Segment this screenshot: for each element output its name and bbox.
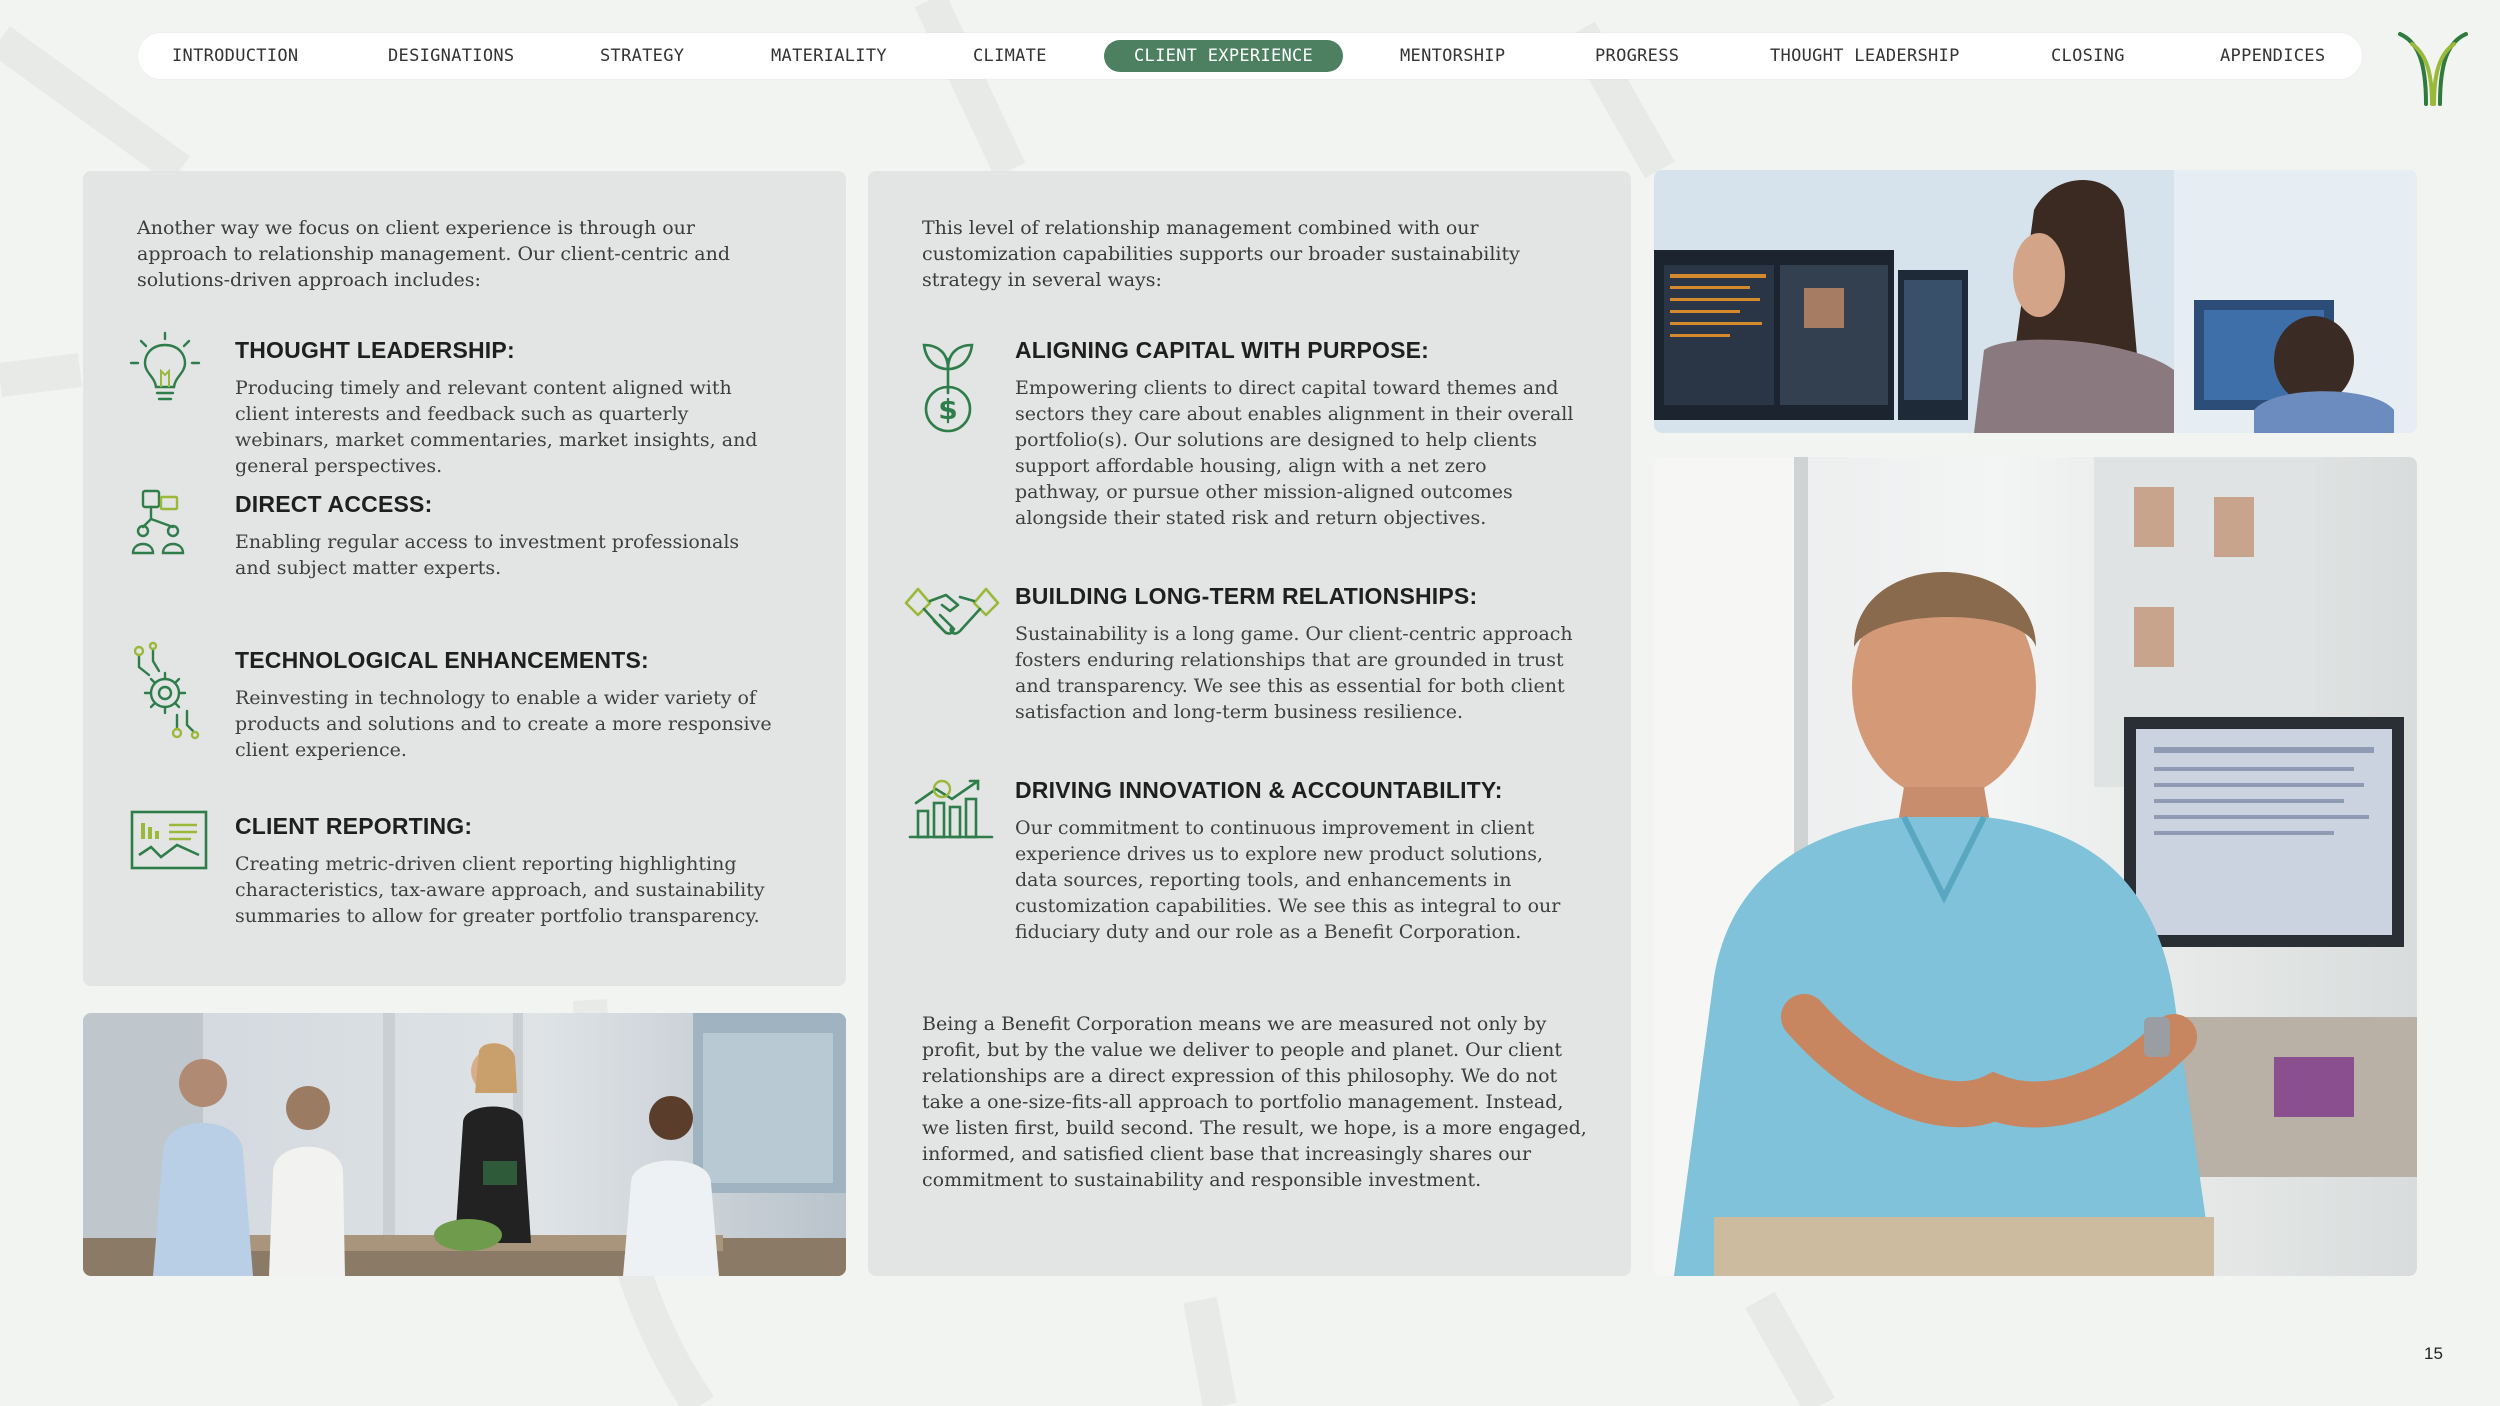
feature-title-driving-innovation: DRIVING INNOVATION & ACCOUNTABILITY: <box>1015 777 1503 803</box>
feature-body-thought-leadership: Producing timely and relevant content aligned with client interests and feedback such as quarterly webinars, market commentaries, market insights, and general perspectives. <box>235 377 758 477</box>
feature-title-thought-leadership: THOUGHT LEADERSHIP: <box>235 337 515 363</box>
feature-body-long-term-relationships: Sustainability is a long game. Our client-centric approach fosters enduring relationships that are grounded in trust and transparency. We see this as essential for both client satisfaction and long-term business resilience. <box>1015 623 1573 723</box>
advisor-portrait-photo <box>1654 457 2417 1276</box>
nav-materiality[interactable]: MATERIALITY <box>771 46 887 66</box>
plant-dollar-icon <box>918 339 978 435</box>
nav-progress[interactable]: PROGRESS <box>1595 46 1680 66</box>
feature-body-client-reporting: Creating metric-driven client reporting highlighting characteristics, tax-aware approach, and sustainability summaries to allow for greater portfolio transparency. <box>235 853 765 927</box>
nav-closing[interactable]: CLOSING <box>2051 46 2125 66</box>
nav-climate[interactable]: CLIMATE <box>973 46 1047 66</box>
sustainability-strategy-panel <box>868 171 1631 1276</box>
left-panel-intro: Another way we focus on client experience is through our approach to relationship management. Our client-centric and solutions-driven approach includes: <box>137 217 731 291</box>
svg-text:$: $ <box>938 393 958 426</box>
network-people-icon <box>129 487 201 559</box>
nav-mentorship[interactable]: MENTORSHIP <box>1400 46 1506 66</box>
page-number: 15 <box>2424 1344 2443 1363</box>
tech-gear-icon <box>129 641 201 745</box>
nav-thought-leadership[interactable]: THOUGHT LEADERSHIP <box>1770 46 1960 66</box>
feature-body-technological-enhancements: Reinvesting in technology to enable a wider variety of products and solutions and to create a more responsive client experience. <box>235 687 772 761</box>
feature-title-direct-access: DIRECT ACCESS: <box>235 491 433 517</box>
nav-appendices[interactable]: APPENDICES <box>2220 46 2326 66</box>
feature-body-driving-innovation: Our commitment to continuous improvement in client experience drives us to explore new product solutions, data sources, reporting tools, and enhancements in customization capabilities. We see this as integral to our fiduciary duty and our role as a Benefit Corporation. <box>1015 817 1561 943</box>
company-logo[interactable] <box>2396 28 2470 108</box>
mid-panel-intro: This level of relationship management combined with our customization capabilities supports our broader sustainability strategy in several ways: <box>922 217 1520 291</box>
trading-desk-photo <box>1654 170 2417 433</box>
feature-title-technological-enhancements: TECHNOLOGICAL ENHANCEMENTS: <box>235 647 649 673</box>
nav-strategy[interactable]: STRATEGY <box>600 46 685 66</box>
top-navigation <box>138 33 2362 79</box>
nav-introduction[interactable]: INTRODUCTION <box>172 46 299 66</box>
benefit-corporation-paragraph: Being a Benefit Corporation means we are measured not only by profit, but by the value we deliver to people and planet. Our client relationships are a direct expression of this philosophy. We do not take a one-size-fits-all approach to portfolio management. Instead, we listen first, build second. The result, we hope, is a more engaged, informed, and satisfied client base that increasingly shares our commitment to sustainability and responsible investment. <box>922 1013 1587 1191</box>
feature-title-long-term-relationships: BUILDING LONG-TERM RELATIONSHIPS: <box>1015 583 1478 609</box>
feature-title-client-reporting: CLIENT REPORTING: <box>235 813 473 839</box>
feature-title-aligning-capital: ALIGNING CAPITAL WITH PURPOSE: <box>1015 337 1430 363</box>
innovation-chart-icon <box>908 775 994 841</box>
feature-body-direct-access: Enabling regular access to investment professionals and subject matter experts. <box>235 531 740 579</box>
feature-body-aligning-capital: Empowering clients to direct capital toward themes and sectors they care about enables alignment in their overall portfolio(s). Our solutions are designed to help clients support affordable housing, align with a net zero pathway, or pursue other mission-aligned outcomes alongside their stated risk and return objectives. <box>1015 377 1574 529</box>
lightbulb-icon <box>129 331 201 411</box>
nav-designations[interactable]: DESIGNATIONS <box>388 46 515 66</box>
report-chart-icon <box>129 809 209 873</box>
nav-client-experience[interactable]: CLIENT EXPERIENCE <box>1104 40 1343 72</box>
handshake-icon <box>904 581 1000 645</box>
team-meeting-photo <box>83 1013 846 1276</box>
relationship-management-panel <box>83 171 846 986</box>
